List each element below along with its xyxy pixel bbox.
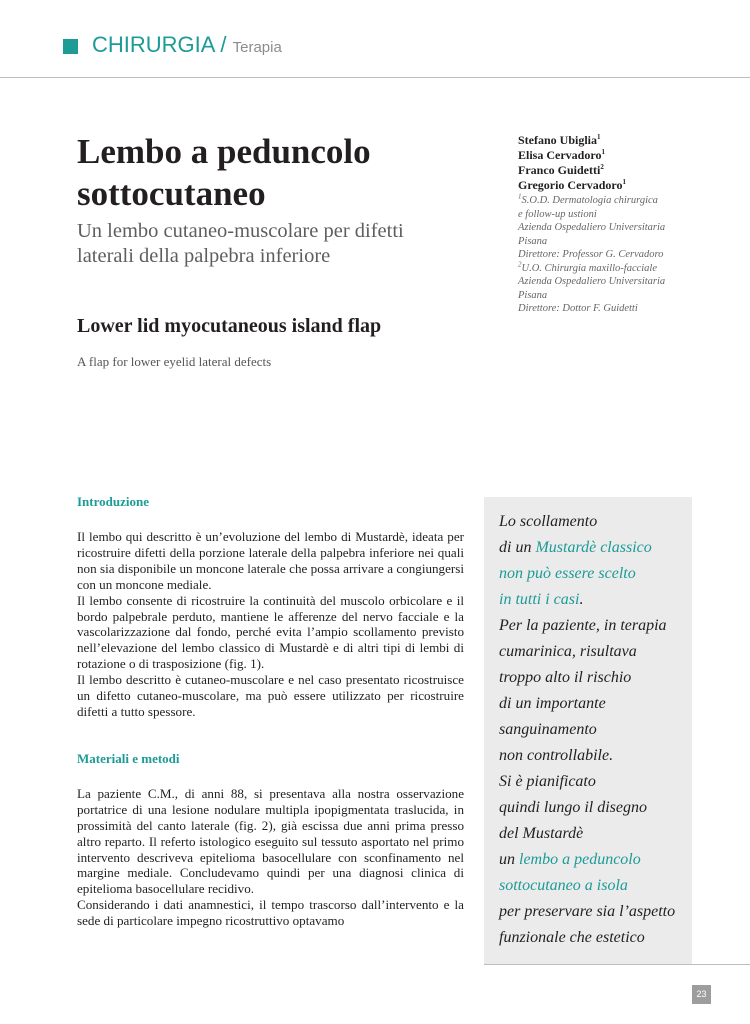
body-column: [77, 493, 464, 929]
body-paragraph: La paziente C.M., di anni 88, si presentava alla nostra osservazione portatrice di una lesione nodulare multipla ipopigmentata traslucida, in prossimità del canto laterale (fig. 2), già escissa due anni prima presso altro reparto. Il referto istologico eseguito sul tessuto asportato nel primo intervento descriveva epitelioma basocellulare con sconfinamento nel margine mediale. Concludevamo quindi per una diagnosi clinica di epitelioma basocellulare recidivo.: [77, 785, 464, 897]
pull-quote: Lo scollamento di un Mustardè classico non può essere scelto in tutti i casi. Per la paziente, in terapia cumarinica, risultava troppo alto il rischio di un importante sanguinamento non controllabile. Si è pianificato quindi lungo il disegno del Mustardè un lembo a peduncolo sottocutaneo a isola per preservare sia l’aspetto funzionale che estetico: [499, 513, 676, 946]
section-separator: /: [220, 32, 227, 57]
article-title-line: Lembo a peduncolo: [77, 132, 371, 171]
section-heading-materiali: Materiali e metodi: [77, 750, 180, 766]
page-number: 23: [692, 985, 711, 1004]
author-name: Gregorio Cervadoro$^1$: [518, 178, 627, 192]
section-name: CHIRURGIA: [92, 32, 215, 57]
subsection-name: Terapia: [232, 39, 282, 56]
affiliation-line: Azienda Ospedaliero Universitaria: [518, 276, 666, 287]
header-divider: [0, 77, 750, 78]
article-subtitle: [77, 219, 457, 269]
english-subtitle: A flap for lower eyelid lateral defects: [77, 354, 272, 369]
body-paragraph: Il lembo consente di ricostruire la continuità del muscolo orbicolare e il bordo palpebrale perduto, mantiene le afferenze del nervo facciale e la vascolarizzazione dal fondo, perché evita l’ampio scollamento previsto nell’elevazione del lembo classico di Mustardè e di altri tipi di lembi di rotazione o di trasposizione (fig. 1).: [77, 592, 464, 672]
affiliation-line: $^2$U.O. Chirurgia maxillo-facciale: [518, 260, 658, 274]
article-title-line: sottocutaneo: [77, 174, 266, 213]
author-name: Franco Guidetti$^2$: [518, 163, 604, 177]
affiliation-line: Azienda Ospedaliero Universitaria: [518, 222, 666, 233]
affiliations: [518, 194, 718, 316]
english-title: Lower lid myocutaneous island flap: [77, 315, 382, 337]
affiliation-line: Direttore: Professor G. Cervadoro: [518, 249, 664, 260]
article-subtitle-line: Un lembo cutaneo-muscolare per difetti: [77, 220, 404, 242]
body-paragraph: Il lembo qui descritto è un’evoluzione del lembo di Mustardè, ideata per ricostruire difetti della porzione laterale della palpebra inferiore nei quali non sia disponibile un moncone laterale che possa arrivare a congiungersi con un moncone mediale.: [77, 529, 464, 592]
author-name: Stefano Ubiglia$^1$: [518, 133, 601, 147]
author-block: [518, 133, 718, 316]
body-paragraph: Considerando i dati anamnestici, il tempo trascorso dall’intervento e la sede di particolare impegno ricostruttivo optavamo: [77, 897, 464, 929]
section-header: [92, 31, 282, 62]
article-title: [77, 131, 477, 215]
article-subtitle-line: laterali della palpebra inferiore: [77, 245, 331, 267]
affiliation-line: Pisana: [518, 235, 548, 247]
author-name: Elisa Cervadoro$^1$: [518, 148, 605, 162]
affiliation-line: Direttore: Dottor F. Guidetti: [518, 303, 638, 314]
section-heading-introduzione: Introduzione: [77, 494, 149, 509]
section-marker: [63, 39, 78, 54]
affiliation-line: $^1$S.O.D. Dermatologia chirurgica: [518, 192, 658, 206]
body-paragraph: Il lembo descritto è cutaneo-muscolare e nel caso presentato ricostruisce un difetto cutaneo-muscolare, ma può essere utilizzato per ricostruire difetti a tutto spessore.: [77, 672, 464, 719]
affiliation-line: Pisana: [518, 289, 548, 301]
footer-divider: [484, 964, 750, 965]
pull-quote-box: [484, 497, 692, 964]
affiliation-line: e follow-up ustioni: [518, 208, 597, 220]
